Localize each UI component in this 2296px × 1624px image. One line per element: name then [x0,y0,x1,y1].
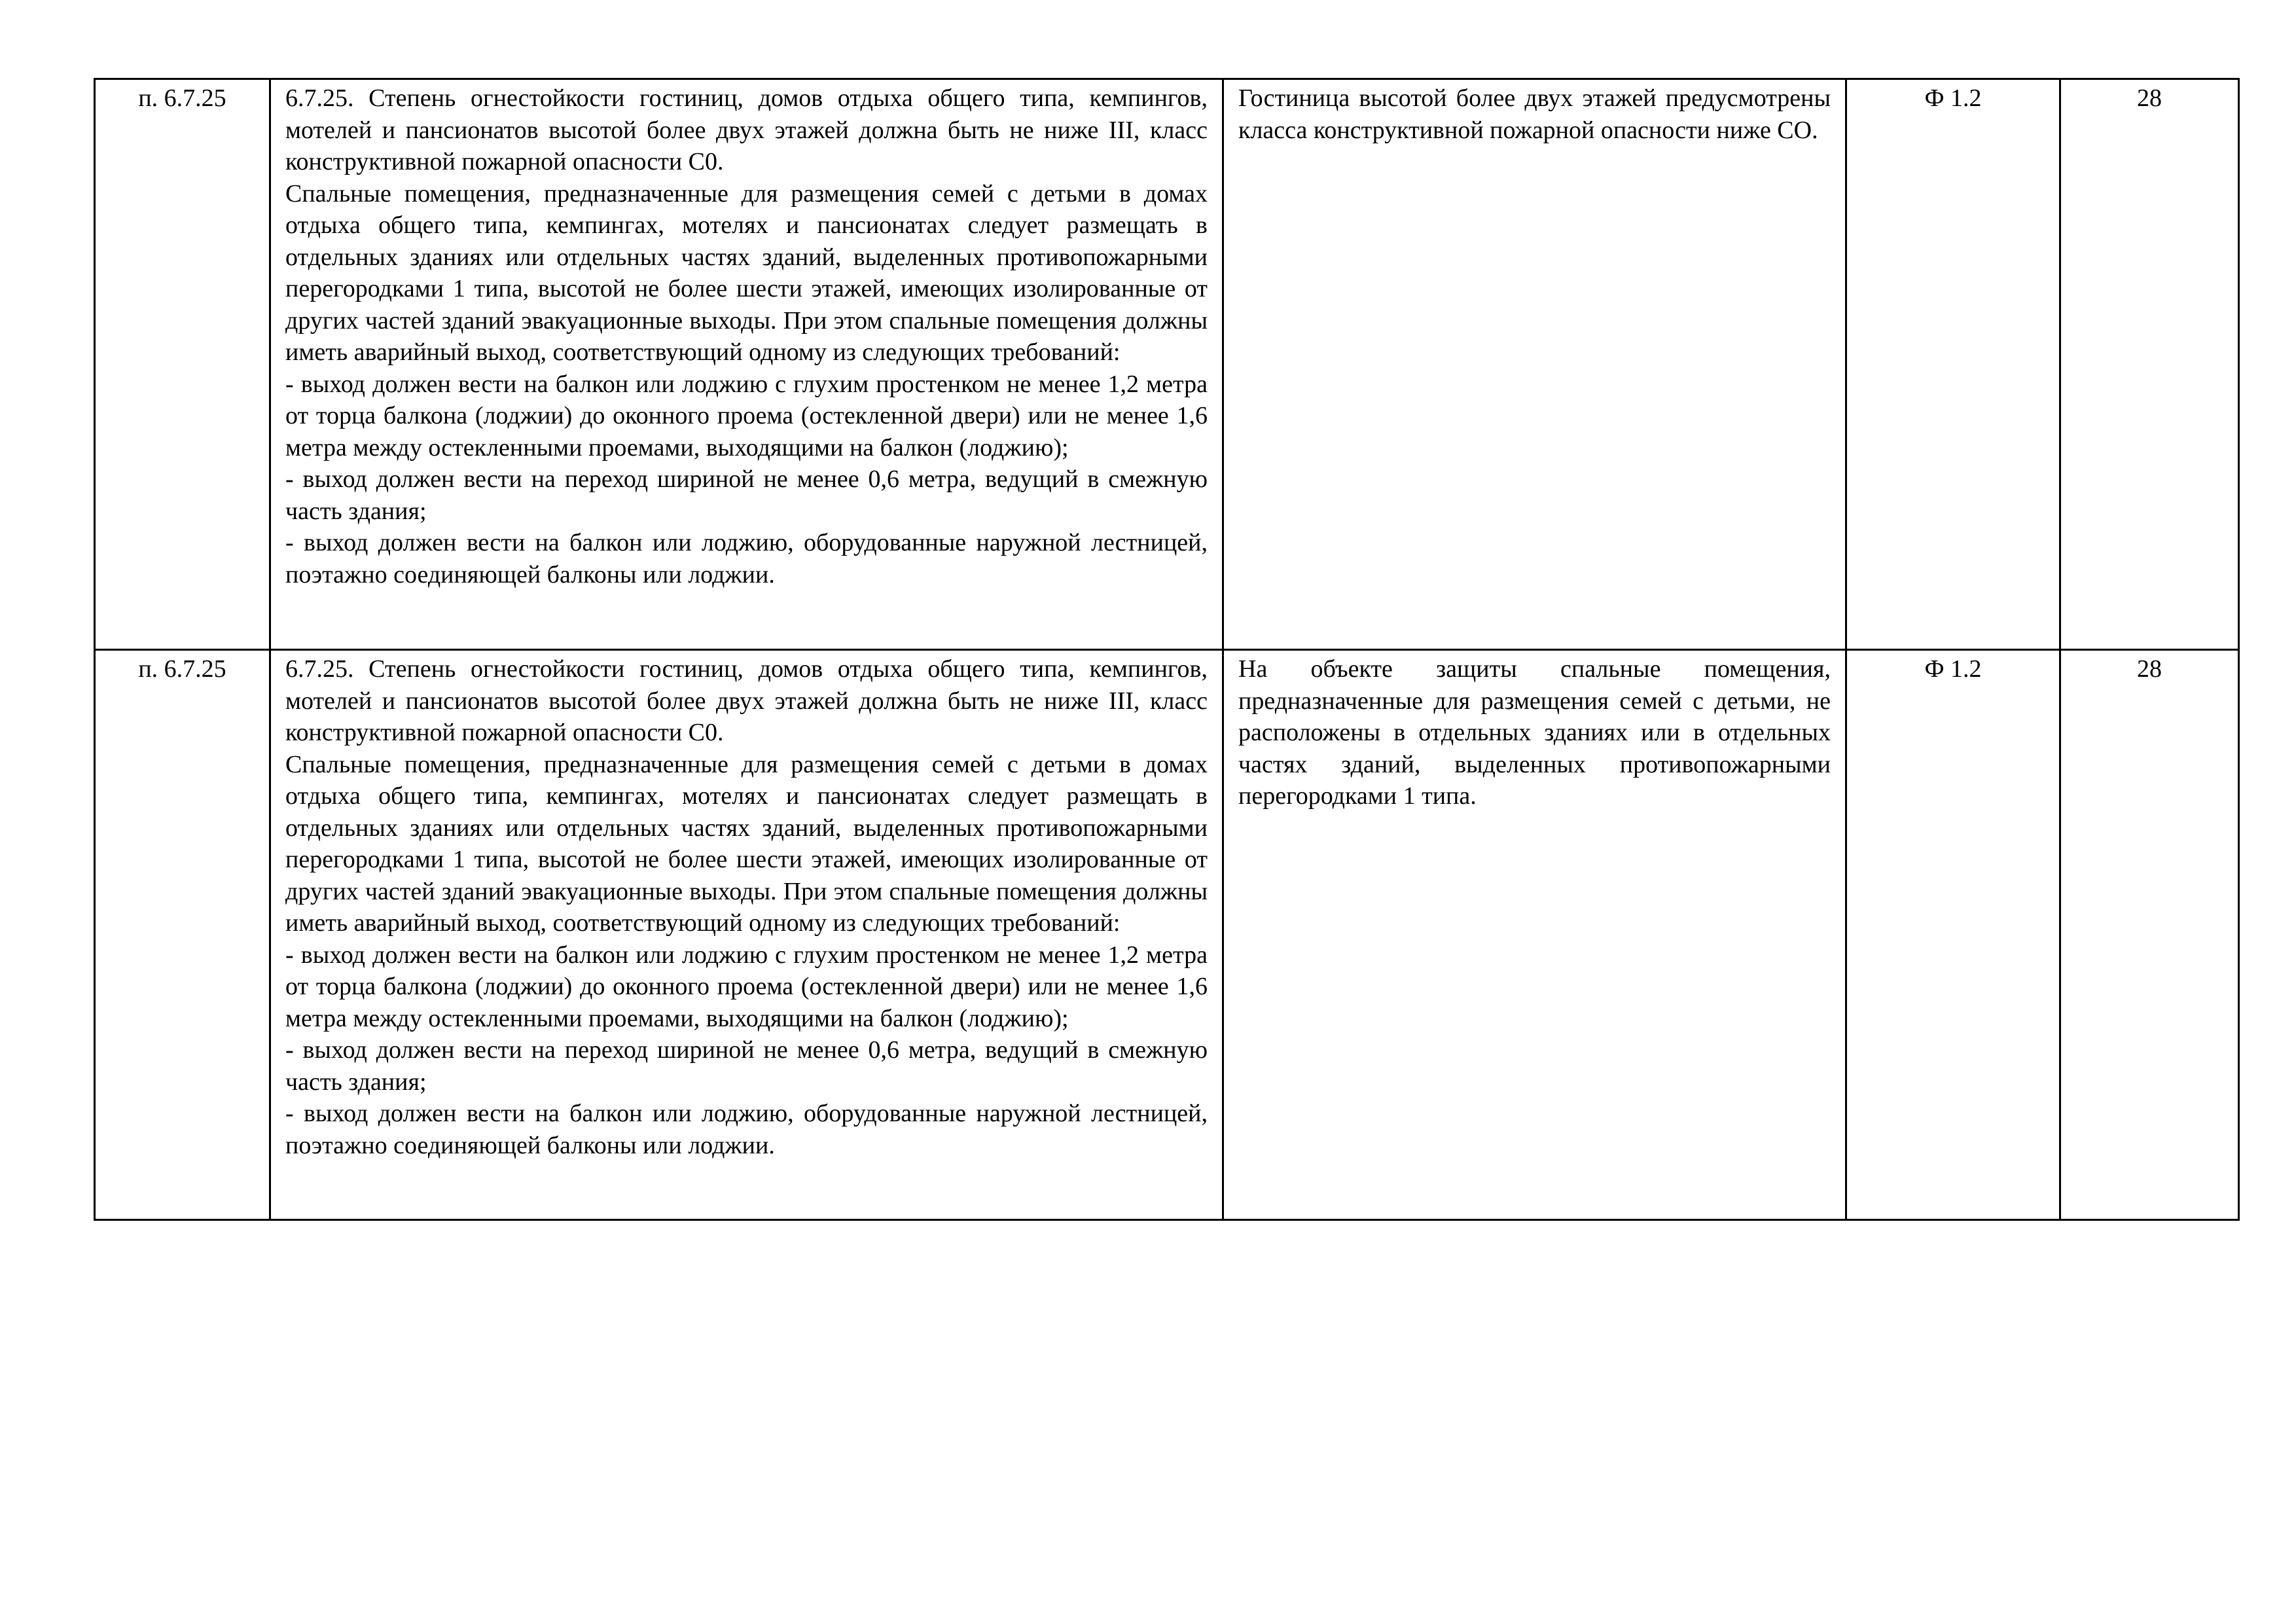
item-number-cell: 28 [2060,79,2239,650]
requirement-paragraph: 6.7.25. Степень огнестойкости гостиниц, домов отдыха общего типа, кемпингов, мотелей и пансионатов высотой более двух этажей должна быть не ниже III, класс конструктивной пожарной опасности С0. [285,84,1208,175]
requirement-text-cell [270,79,1223,650]
norm-reference-cell: п. 6.7.25 [95,79,270,650]
requirement-bullet: - выход должен вести на балкон или лоджию, оборудованные наружной лестницей, поэтажно соединяющей балконы или лоджии. [285,529,1208,588]
inspection-table [94,78,2240,1221]
requirement-paragraph: 6.7.25. Степень огнестойкости гостиниц, домов отдыха общего типа, кемпингов, мотелей и пансионатов высотой более двух этажей должна быть не ниже III, класс конструктивной пожарной опасности С0. [285,655,1208,746]
item-number-cell: 28 [2060,650,2239,1220]
requirement-paragraph: Спальные помещения, предназначенные для размещения семей с детьми в домах отдыха общего типа, кемпингах, мотелях и пансионатах следует размещать в отдельных зданиях или отдельных частях зданий, выделенных противопожарными перегородками 1 типа, высотой не более шести этажей, имеющих изолированные от других частей зданий эвакуационные выходы. При этом спальные помещения должны иметь аварийный выход, соответствующий одному из следующих требований: [285,179,1208,366]
requirement-bullet: - выход должен вести на переход шириной не менее 0,6 метра, ведущий в смежную часть здания; [285,1036,1208,1096]
requirement-bullet: - выход должен вести на переход шириной не менее 0,6 метра, ведущий в смежную часть здания; [285,465,1208,525]
norm-reference-cell: п. 6.7.25 [95,650,270,1220]
table-row [95,650,2239,1220]
violation-description-cell: На объекте защиты спальные помещения, предназначенные для размещения семей с детьми, не расположены в отдельных зданиях или в отдельных частях зданий, выделенных противопожарными перегородками 1 типа. [1223,650,1846,1220]
requirement-bullet: - выход должен вести на балкон или лоджию с глухим простенком не менее 1,2 метра от торца балкона (лоджии) до оконного проема (остекленной двери) или не менее 1,6 метра между остекленными проемами, выходящими на балкон (лоджию); [285,370,1208,461]
violation-description-cell: Гостиница высотой более двух этажей предусмотрены класса конструктивной пожарной опасности ниже СО. [1223,79,1846,650]
requirement-bullet: - выход должен вести на балкон или лоджию, оборудованные наружной лестницей, поэтажно соединяющей балконы или лоджии. [285,1100,1208,1159]
requirement-text-cell [270,650,1223,1220]
functional-class-cell: Ф 1.2 [1846,79,2060,650]
functional-class-cell: Ф 1.2 [1846,650,2060,1220]
requirement-paragraph: Спальные помещения, предназначенные для размещения семей с детьми в домах отдыха общего типа, кемпингах, мотелях и пансионатах следует размещать в отдельных зданиях или отдельных частях зданий, выделенных противопожарными перегородками 1 типа, высотой не более шести этажей, имеющих изолированные от других частей зданий эвакуационные выходы. При этом спальные помещения должны иметь аварийный выход, соответствующий одному из следующих требований: [285,750,1208,937]
table-row [95,79,2239,650]
requirement-bullet: - выход должен вести на балкон или лоджию с глухим простенком не менее 1,2 метра от торца балкона (лоджии) до оконного проема (остекленной двери) или не менее 1,6 метра между остекленными проемами, выходящими на балкон (лоджию); [285,941,1208,1032]
